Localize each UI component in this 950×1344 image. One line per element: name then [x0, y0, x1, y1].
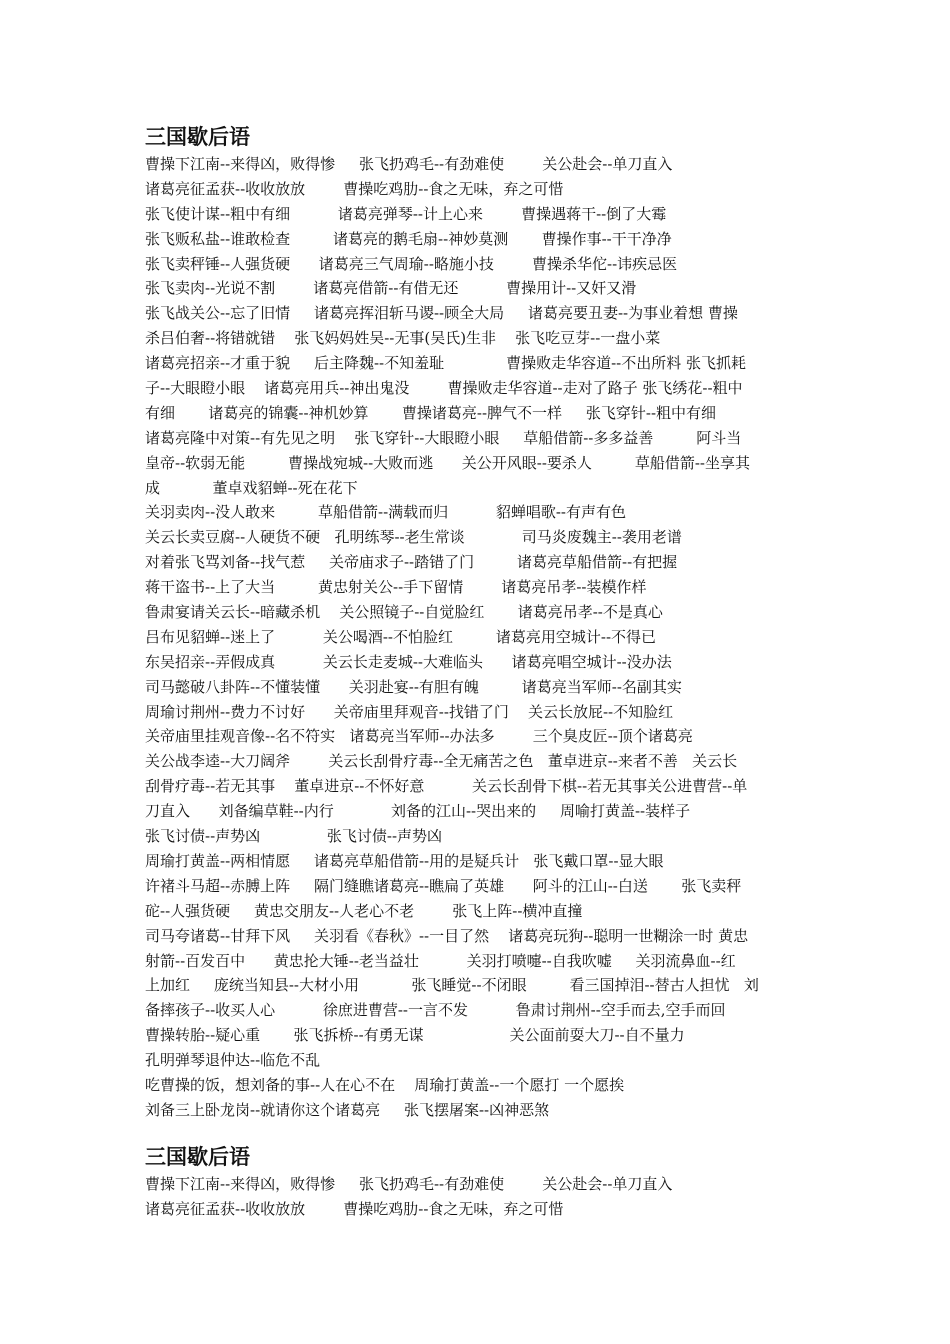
text-line: 吃曹操的饭，想刘备的事--人在心不在 周瑜打黄盖--一个愿打 一个愿挨: [145, 1075, 625, 1094]
text-line: 张飞使计谋--粗中有细 诸葛亮弹琴--计上心来 曹操遇蒋干--倒了大霉: [145, 204, 667, 223]
text-line: 关羽卖肉--没人敢来 草船借箭--满载而归 貂蝉唱歌--有声有色: [145, 503, 627, 522]
text-line: 诸葛亮征孟获--收收放放 曹操吃鸡肋--食之无味，弃之可惜: [145, 179, 564, 198]
text-line: 吕布见貂蝉--迷上了 关公喝酒--不怕脸红 诸葛亮用空城计--不得已: [145, 627, 657, 646]
text-line: 诸葛亮隆中对策--有先见之明 张飞穿针--大眼瞪小眼 草船借箭--多多益善 阿斗当: [145, 428, 742, 447]
text-line: 刀直入 刘备编草鞋--内行 刘备的江山--哭出来的 周喻打黄盖--装样子: [145, 802, 691, 821]
text-line: 砣--人强货硬 黄忠交朋友--人老心不老 张飞上阵--横冲直撞: [145, 901, 583, 920]
text-line: 子--大眼瞪小眼 诸葛亮用兵--神出鬼没 曹操败走华容道--走对了路子 张飞绣花--粗中: [145, 379, 743, 398]
text-line: 孔明弹琴退仲达--临危不乱: [145, 1051, 321, 1070]
text-line: 关云长卖豆腐--人硬货不硬 孔明练琴--老生常谈 司马炎废魏主--袭用老谱: [145, 528, 682, 547]
text-line: 有细 诸葛亮的锦囊--神机妙算 曹操诸葛亮--脾气不一样 张飞穿针--粗中有细: [145, 403, 717, 422]
text-line: 杀吕伯奢--将错就错 张飞妈妈姓吴--无事(吴氏)生非 张飞吃豆芽--一盘小菜: [145, 329, 661, 348]
text-line: 张飞贩私盐--谁敢检查 诸葛亮的鹅毛扇--神妙莫测 曹操作事--干干净净: [145, 229, 672, 248]
text-line: 张飞卖秤锤--人强货硬 诸葛亮三气周瑜--略施小技 曹操杀华佗--讳疾忌医: [145, 254, 678, 273]
text-line: 周瑜打黄盖--两相情愿 诸葛亮草船借箭--用的是疑兵计 张飞戴口罩--显大眼: [145, 851, 664, 870]
xiehouyu-section-2: [145, 1142, 817, 1222]
text-line: 蒋干盗书--上了大当 黄忠射关公--手下留情 诸葛亮吊孝--装模作样: [145, 578, 647, 597]
text-line: 刘备三上卧龙岗--就请你这个诸葛亮 张飞摆屠案--凶神恶煞: [145, 1100, 550, 1119]
section-title: 三国歇后语: [145, 124, 250, 149]
text-line: 诸葛亮征孟获--收收放放 曹操吃鸡肋--食之无味，弃之可惜: [145, 1199, 564, 1218]
xiehouyu-section-1: [145, 122, 817, 1123]
text-line: 上加红 庞统当知县--大材小用 张飞睡觉--不闭眼 看三国掉泪--替古人担忧 刘: [145, 976, 759, 995]
text-line: 东吴招亲--弄假成真 关云长走麦城--大难临头 诸葛亮唱空城计--没办法: [145, 652, 672, 671]
text-line: 曹操下江南--来得凶，败得惨 张飞扔鸡毛--有劲难使 关公赴会--单刀直入: [145, 155, 673, 173]
text-line: 备摔孩子--收买人心 徐庶进曹营--一言不发 鲁肃讨荆州--空手而去,空手而回: [145, 1001, 726, 1020]
text-line: 成 董卓戏貂蝉--死在花下: [145, 478, 358, 497]
text-line: 曹操转胎--疑心重 张飞拆桥--有勇无谋 关公面前耍大刀--自不量力: [145, 1026, 685, 1045]
text-line: 司马懿破八卦阵--不懂装懂 关羽赴宴--有胆有魄 诸葛亮当军师--名副其实: [145, 677, 682, 696]
text-line: 许褚斗马超--赤膊上阵 隔门缝瞧诸葛亮--瞧扁了英雄 阿斗的江山--白送 张飞卖秤: [145, 876, 742, 895]
text-line: 皇帝--软弱无能 曹操战宛城--大败而逃 关公开风眼--要杀人 草船借箭--坐享其: [145, 453, 750, 472]
text-line: 诸葛亮招亲--才重于貌 后主降魏--不知羞耻 曹操败走华容道--不出所料 张飞抓耗: [145, 354, 747, 373]
text-line: 司马夸诸葛--甘拜下风 关羽看《春秋》--一目了然 诸葛亮玩狗--聪明一世糊涂一时 黄忠: [145, 926, 749, 945]
text-line: 周瑜讨荆州--费力不讨好 关帝庙里拜观音--找错了门 关云长放屁--不知脸红: [145, 702, 674, 721]
text-line: 张飞讨债--声势凶 张飞讨债--声势凶: [145, 827, 443, 846]
text-line: 射箭--百发百中 黄忠抡大锤--老当益壮 关羽打喷嚏--自我吹嘘 关羽流鼻血--红: [145, 951, 736, 970]
text-line: 关帝庙里挂观音像--名不符实 诸葛亮当军师--办法多 三个臭皮匠--顶个诸葛亮: [145, 727, 693, 746]
text-line: 刮骨疗毒--若无其事 董卓进京--不怀好意 关云长刮骨下棋--若无其事关公进曹营--单: [145, 777, 748, 796]
text-line: 曹操下江南--来得凶，败得惨 张飞扔鸡毛--有劲难使 关公赴会--单刀直入: [145, 1175, 673, 1193]
text-line: 鲁肃宴请关云长--暗藏杀机 关公照镜子--自觉脸红 诸葛亮吊孝--不是真心: [145, 603, 663, 622]
xiehouyu-lines: [145, 1172, 817, 1222]
text-line: 对着张飞骂刘备--找气惹 关帝庙求子--踏错了门 诸葛亮草船借箭--有把握: [145, 553, 678, 572]
section-title: 三国歇后语: [145, 1144, 250, 1169]
xiehouyu-lines: [145, 152, 817, 1123]
text-line: 关公战李逵--大刀阔斧 关云长刮骨疗毒--全无痛苦之色 董卓进京--来者不善 关云长: [145, 752, 738, 771]
text-line: 张飞卖肉--光说不割 诸葛亮借箭--有借无还 曹操用计--又奸又滑: [145, 279, 637, 298]
text-line: 张飞战关公--忘了旧情 诸葛亮挥泪斩马谡--顾全大局 诸葛亮要丑妻--为事业着想 曹操: [145, 304, 738, 323]
